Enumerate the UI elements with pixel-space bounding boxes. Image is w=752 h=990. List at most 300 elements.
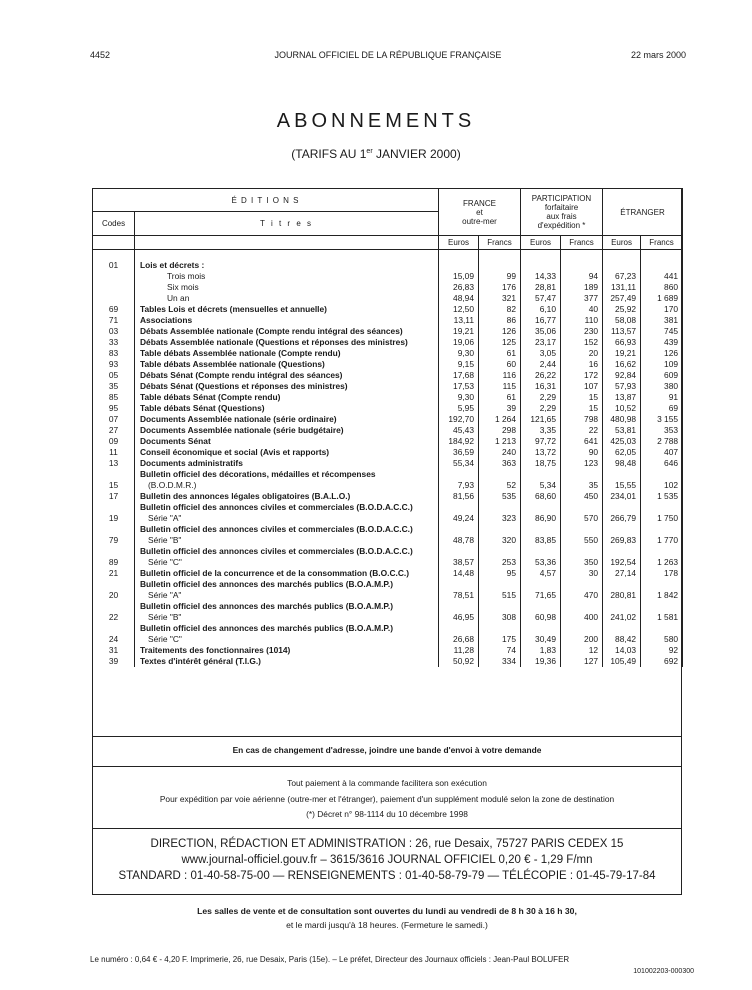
row-participation-euros: 35,06 <box>521 326 561 337</box>
row-etranger-francs: 1 581 <box>641 601 683 623</box>
table-row <box>93 293 683 304</box>
row-code: 71 <box>93 315 135 326</box>
row-france-francs: 1 213 <box>479 436 521 447</box>
row-participation-euros: 60,98 <box>521 601 561 623</box>
row-france-euros: 78,51 <box>439 579 479 601</box>
header-etranger-francs: Francs <box>641 236 683 250</box>
row-france-francs: 39 <box>479 403 521 414</box>
row-code: 03 <box>93 326 135 337</box>
row-participation-euros: 53,36 <box>521 546 561 568</box>
row-france-euros: 38,57 <box>439 546 479 568</box>
row-participation-francs: 15 <box>561 403 603 414</box>
spacer-cell <box>521 250 561 261</box>
header-etranger-euros: Euros <box>603 236 641 250</box>
row-participation-francs: 550 <box>561 524 603 546</box>
row-participation-francs: 107 <box>561 381 603 392</box>
row-code: 89 <box>93 546 135 568</box>
row-participation-euros: 3,35 <box>521 425 561 436</box>
table-row <box>93 414 683 425</box>
row-participation-francs: 110 <box>561 315 603 326</box>
row-participation-euros: 16,31 <box>521 381 561 392</box>
row-code: 85 <box>93 392 135 403</box>
table-row <box>93 491 683 502</box>
row-participation-euros: 30,49 <box>521 623 561 645</box>
row-france-euros: 12,50 <box>439 304 479 315</box>
row-participation-francs: 641 <box>561 436 603 447</box>
row-france-francs: 175 <box>479 623 521 645</box>
row-etranger-euros <box>603 260 641 271</box>
row-etranger-francs: 860 <box>641 282 683 293</box>
table-row <box>93 469 683 491</box>
table-row <box>93 425 683 436</box>
row-title-cell <box>135 436 439 447</box>
row-title-cell <box>135 315 439 326</box>
page-title: ABONNEMENTS <box>276 110 476 132</box>
header-france-francs: Francs <box>479 236 521 250</box>
row-france-francs: 308 <box>479 601 521 623</box>
row-etranger-euros: 192,54 <box>603 546 641 568</box>
row-etranger-euros: 62,05 <box>603 447 641 458</box>
row-participation-euros: 14,33 <box>521 271 561 282</box>
footer-reference: 101002203-000300 <box>633 968 694 975</box>
row-subtitle: Série "C" <box>148 557 182 567</box>
row-title: Débats Assemblée nationale (Questions et réponses des ministres) <box>140 337 408 347</box>
table-row <box>93 326 683 337</box>
table-row <box>93 370 683 381</box>
row-etranger-euros: 269,83 <box>603 524 641 546</box>
row-title-cell <box>135 381 439 392</box>
row-title-cell <box>135 623 439 645</box>
row-title: Bulletin officiel des annonces des marchés publics (B.O.A.M.P.) <box>140 601 394 611</box>
row-etranger-francs: 380 <box>641 381 683 392</box>
row-code: 20 <box>93 579 135 601</box>
row-title: Bulletin officiel des annonces civiles et commerciales (B.O.D.A.C.C.) <box>140 502 413 512</box>
row-participation-euros: 4,57 <box>521 568 561 579</box>
address-change-note: En cas de changement d'adresse, joindre une bande d'envoi à votre demande <box>232 745 542 755</box>
row-subtitle: Série "A" <box>148 513 182 523</box>
spacer-cell <box>561 250 603 261</box>
row-participation-francs: 172 <box>561 370 603 381</box>
row-title-cell <box>135 304 439 315</box>
row-title: Documents Assemblée nationale (série ordinaire) <box>140 414 337 424</box>
row-etranger-francs: 1 535 <box>641 491 683 502</box>
tariff-rows <box>93 250 683 668</box>
row-france-francs: 363 <box>479 458 521 469</box>
table-row <box>93 546 683 568</box>
row-code: 27 <box>93 425 135 436</box>
row-france-euros: 49,24 <box>439 502 479 524</box>
row-etranger-francs: 646 <box>641 458 683 469</box>
header-france-euros: Euros <box>439 236 479 250</box>
table-row <box>93 579 683 601</box>
row-participation-francs: 127 <box>561 656 603 667</box>
table-row <box>93 315 683 326</box>
row-etranger-euros: 67,23 <box>603 271 641 282</box>
row-etranger-euros: 15,55 <box>603 469 641 491</box>
spacer-cell <box>93 250 135 261</box>
row-participation-euros: 121,65 <box>521 414 561 425</box>
table-row <box>93 502 683 524</box>
row-etranger-euros: 113,57 <box>603 326 641 337</box>
row-title: Documents Sénat <box>140 436 211 446</box>
table-row <box>93 601 683 623</box>
row-france-euros: 50,92 <box>439 656 479 667</box>
header-codes-blank <box>93 236 135 250</box>
tariff-table <box>92 188 683 667</box>
row-france-euros: 26,68 <box>439 623 479 645</box>
table-row <box>93 458 683 469</box>
row-participation-euros: 18,75 <box>521 458 561 469</box>
row-title: Débats Sénat (Compte rendu intégral des séances) <box>140 370 343 380</box>
row-participation-francs: 450 <box>561 491 603 502</box>
row-title-cell <box>135 337 439 348</box>
row-title: Table débats Sénat (Questions) <box>140 403 265 413</box>
row-code <box>93 293 135 304</box>
row-etranger-francs: 170 <box>641 304 683 315</box>
row-etranger-francs: 1 842 <box>641 579 683 601</box>
row-title: Bulletin officiel des décorations, médailles et récompenses <box>140 469 376 479</box>
row-code <box>93 282 135 293</box>
row-france-francs: 240 <box>479 447 521 458</box>
divider <box>92 736 682 737</box>
table-row <box>93 645 683 656</box>
row-etranger-euros: 257,49 <box>603 293 641 304</box>
row-participation-francs: 189 <box>561 282 603 293</box>
row-etranger-francs: 2 788 <box>641 436 683 447</box>
row-etranger-euros: 280,81 <box>603 579 641 601</box>
row-france-francs: 74 <box>479 645 521 656</box>
row-participation-francs: 230 <box>561 326 603 337</box>
row-title-cell <box>135 645 439 656</box>
direction-address: DIRECTION, RÉDACTION ET ADMINISTRATION : 26, rue Desaix, 75727 PARIS CEDEX 15 <box>150 838 624 850</box>
header-editions: É D I T I O N S <box>93 189 439 212</box>
header-titres-blank <box>135 236 439 250</box>
row-france-euros: 19,21 <box>439 326 479 337</box>
spacer-row <box>93 250 683 261</box>
row-participation-francs: 16 <box>561 359 603 370</box>
header-etranger: ÉTRANGER <box>603 189 683 236</box>
row-etranger-euros: 92,84 <box>603 370 641 381</box>
row-etranger-francs: 609 <box>641 370 683 381</box>
spacer-cell <box>135 250 439 261</box>
row-title: Table débats Sénat (Compte rendu) <box>140 392 281 402</box>
divider <box>92 828 682 829</box>
row-france-francs: 298 <box>479 425 521 436</box>
row-france-francs: 115 <box>479 381 521 392</box>
row-title-cell <box>135 546 439 568</box>
row-france-euros: 15,09 <box>439 271 479 282</box>
row-france-euros: 11,28 <box>439 645 479 656</box>
row-etranger-euros: 57,93 <box>603 381 641 392</box>
row-code: 39 <box>93 656 135 667</box>
row-france-euros: 9,30 <box>439 348 479 359</box>
row-title-cell <box>135 392 439 403</box>
phone-line: STANDARD : 01-40-58-75-00 — RENSEIGNEMENTS : 01-40-58-79-79 — TÉLÉCOPIE : 01-45-79-17-84 <box>118 870 656 882</box>
row-code: 83 <box>93 348 135 359</box>
table-row <box>93 337 683 348</box>
row-participation-euros: 6,10 <box>521 304 561 315</box>
row-etranger-francs: 381 <box>641 315 683 326</box>
row-participation-francs: 798 <box>561 414 603 425</box>
row-etranger-euros: 98,48 <box>603 458 641 469</box>
row-title-cell <box>135 326 439 337</box>
row-code: 33 <box>93 337 135 348</box>
row-participation-euros: 23,17 <box>521 337 561 348</box>
website-line: www.journal-officiel.gouv.fr – 3615/3616 JOURNAL OFFICIEL 0,20 € - 1,29 F/mn <box>181 854 593 866</box>
divider <box>92 766 682 767</box>
row-title-cell <box>135 568 439 579</box>
table-row <box>93 436 683 447</box>
row-participation-euros: 16,77 <box>521 315 561 326</box>
row-etranger-euros: 105,49 <box>603 656 641 667</box>
row-participation-francs: 35 <box>561 469 603 491</box>
row-etranger-euros: 131,11 <box>603 282 641 293</box>
row-title-cell <box>135 425 439 436</box>
row-france-francs <box>479 260 521 271</box>
row-title-cell <box>135 656 439 667</box>
table-row <box>93 282 683 293</box>
row-etranger-francs: 407 <box>641 447 683 458</box>
row-etranger-francs: 441 <box>641 271 683 282</box>
row-france-francs: 60 <box>479 359 521 370</box>
row-etranger-francs: 109 <box>641 359 683 370</box>
row-france-euros: 48,94 <box>439 293 479 304</box>
row-france-francs: 334 <box>479 656 521 667</box>
row-france-euros: 17,53 <box>439 381 479 392</box>
row-participation-francs: 400 <box>561 601 603 623</box>
row-code: 69 <box>93 304 135 315</box>
row-participation-francs: 20 <box>561 348 603 359</box>
footer-text: Le numéro : 0,64 € - 4,20 F. Imprimerie, 26, rue Desaix, Paris (15e). – Le préfet, Directeur des Journaux officiels : Jean-Paul BOLUFER <box>90 955 570 964</box>
row-title: Documents administratifs <box>140 458 243 468</box>
row-participation-euros: 26,22 <box>521 370 561 381</box>
row-title: Bulletin des annonces légales obligatoires (B.A.L.O.) <box>140 491 351 501</box>
row-france-euros <box>439 260 479 271</box>
row-etranger-euros: 25,92 <box>603 304 641 315</box>
row-etranger-euros: 241,02 <box>603 601 641 623</box>
row-france-euros: 45,43 <box>439 425 479 436</box>
row-code: 13 <box>93 458 135 469</box>
row-france-euros: 36,59 <box>439 447 479 458</box>
row-france-francs: 86 <box>479 315 521 326</box>
header-participation-euros: Euros <box>521 236 561 250</box>
row-etranger-francs: 439 <box>641 337 683 348</box>
row-etranger-francs: 1 263 <box>641 546 683 568</box>
row-participation-euros: 2,44 <box>521 359 561 370</box>
row-etranger-euros: 53,81 <box>603 425 641 436</box>
row-subtitle: Série "B" <box>148 612 182 622</box>
table-row <box>93 656 683 667</box>
row-participation-francs: 152 <box>561 337 603 348</box>
row-code: 31 <box>93 645 135 656</box>
row-title-cell <box>135 458 439 469</box>
row-france-francs: 125 <box>479 337 521 348</box>
row-france-euros: 9,15 <box>439 359 479 370</box>
row-etranger-francs: 580 <box>641 623 683 645</box>
row-participation-francs: 30 <box>561 568 603 579</box>
row-title-cell <box>135 469 439 491</box>
row-subtitle: Série "C" <box>148 634 182 644</box>
row-title-cell <box>135 491 439 502</box>
sales-saturday: et le mardi jusqu'à 18 heures. (Fermeture le samedi.) <box>286 920 488 930</box>
row-etranger-euros: 425,03 <box>603 436 641 447</box>
row-participation-euros: 1,83 <box>521 645 561 656</box>
row-code: 17 <box>93 491 135 502</box>
row-code: 07 <box>93 414 135 425</box>
row-france-francs: 95 <box>479 568 521 579</box>
table-row <box>93 359 683 370</box>
row-etranger-euros: 19,21 <box>603 348 641 359</box>
row-participation-euros: 71,65 <box>521 579 561 601</box>
row-etranger-francs: 126 <box>641 348 683 359</box>
row-france-francs: 323 <box>479 502 521 524</box>
row-etranger-francs <box>641 260 683 271</box>
row-title: Conseil économique et social (Avis et rapports) <box>140 447 330 457</box>
row-participation-euros: 2,29 <box>521 403 561 414</box>
row-participation-euros <box>521 260 561 271</box>
row-participation-francs: 123 <box>561 458 603 469</box>
row-participation-francs: 350 <box>561 546 603 568</box>
row-title: Textes d'intérêt général (T.I.G.) <box>140 656 261 666</box>
row-title-cell <box>135 414 439 425</box>
row-participation-francs: 90 <box>561 447 603 458</box>
row-participation-francs: 200 <box>561 623 603 645</box>
row-participation-euros: 19,36 <box>521 656 561 667</box>
row-code: 19 <box>93 502 135 524</box>
row-participation-francs: 40 <box>561 304 603 315</box>
row-code: 09 <box>93 436 135 447</box>
row-france-euros: 55,34 <box>439 458 479 469</box>
row-code: 35 <box>93 381 135 392</box>
row-code: 95 <box>93 403 135 414</box>
row-participation-francs: 94 <box>561 271 603 282</box>
row-participation-euros: 2,29 <box>521 392 561 403</box>
payment-note: Tout paiement à la commande facilitera son exécution <box>287 778 487 788</box>
row-title: Tables Lois et décrets (mensuelles et annuelle) <box>140 304 327 314</box>
row-etranger-francs: 92 <box>641 645 683 656</box>
row-participation-euros: 13,72 <box>521 447 561 458</box>
row-code: 15 <box>93 469 135 491</box>
issue-date: 22 mars 2000 <box>630 50 686 60</box>
row-participation-francs: 22 <box>561 425 603 436</box>
row-title-cell <box>135 601 439 623</box>
row-etranger-francs: 1 750 <box>641 502 683 524</box>
page-number: 4452 <box>90 50 111 60</box>
row-title-cell <box>135 502 439 524</box>
row-france-francs: 320 <box>479 524 521 546</box>
header-participation: PARTICIPATION forfaitaire aux frais d'expédition * <box>521 189 603 236</box>
row-france-euros: 19,06 <box>439 337 479 348</box>
row-participation-francs: 15 <box>561 392 603 403</box>
row-france-francs: 52 <box>479 469 521 491</box>
row-participation-euros: 28,81 <box>521 282 561 293</box>
row-participation-euros: 83,85 <box>521 524 561 546</box>
page-header <box>90 50 686 64</box>
row-participation-euros: 3,05 <box>521 348 561 359</box>
row-participation-francs <box>561 260 603 271</box>
row-france-francs: 176 <box>479 282 521 293</box>
row-participation-euros: 57,47 <box>521 293 561 304</box>
divider <box>92 894 682 895</box>
row-title: Trois mois <box>167 271 206 281</box>
row-title-cell <box>135 579 439 601</box>
table-row <box>93 260 683 271</box>
row-title: Bulletin officiel des annonces civiles et commerciales (B.O.D.A.C.C.) <box>140 546 413 556</box>
row-code: 21 <box>93 568 135 579</box>
row-france-euros: 9,30 <box>439 392 479 403</box>
row-france-francs: 126 <box>479 326 521 337</box>
row-france-francs: 116 <box>479 370 521 381</box>
row-title-cell <box>135 370 439 381</box>
table-row <box>93 403 683 414</box>
table-row <box>93 568 683 579</box>
row-title: Bulletin officiel des annonces des marchés publics (B.O.A.M.P.) <box>140 623 394 633</box>
header-france: FRANCE et outre-mer <box>439 189 521 236</box>
row-france-euros: 81,56 <box>439 491 479 502</box>
row-title-cell <box>135 282 439 293</box>
row-title: Six mois <box>167 282 199 292</box>
row-title-cell <box>135 293 439 304</box>
table-row <box>93 348 683 359</box>
row-code <box>93 271 135 282</box>
row-france-francs: 99 <box>479 271 521 282</box>
table-row <box>93 447 683 458</box>
row-title: Un an <box>167 293 190 303</box>
row-etranger-euros: 16,62 <box>603 359 641 370</box>
row-etranger-euros: 14,03 <box>603 645 641 656</box>
row-france-francs: 253 <box>479 546 521 568</box>
row-title: Traitements des fonctionnaires (1014) <box>140 645 291 655</box>
row-etranger-francs: 1 770 <box>641 524 683 546</box>
row-title-cell <box>135 260 439 271</box>
row-subtitle: Série "A" <box>148 590 182 600</box>
row-code: 05 <box>93 370 135 381</box>
header-titres: T i t r e s <box>135 212 439 236</box>
decree-note: (*) Décret n° 98-1114 du 10 décembre 1998 <box>306 809 468 819</box>
spacer-cell <box>603 250 641 261</box>
row-etranger-francs: 1 689 <box>641 293 683 304</box>
row-france-euros: 46,95 <box>439 601 479 623</box>
row-subtitle: (B.O.D.M.R.) <box>148 480 197 490</box>
row-france-euros: 17,68 <box>439 370 479 381</box>
row-title: Table débats Assemblée nationale (Questions) <box>140 359 325 369</box>
row-etranger-francs: 3 155 <box>641 414 683 425</box>
row-france-francs: 82 <box>479 304 521 315</box>
page-subtitle: (TARIFS AU 1er JANVIER 2000) <box>291 147 461 161</box>
table-row <box>93 623 683 645</box>
spacer-cell <box>641 250 683 261</box>
row-title: Table débats Assemblée nationale (Compte rendu) <box>140 348 341 358</box>
row-title-cell <box>135 524 439 546</box>
row-france-francs: 535 <box>479 491 521 502</box>
row-etranger-euros: 27,14 <box>603 568 641 579</box>
row-title: Associations <box>140 315 193 325</box>
table-row <box>93 392 683 403</box>
row-france-euros: 184,92 <box>439 436 479 447</box>
row-code: 79 <box>93 524 135 546</box>
row-france-francs: 321 <box>479 293 521 304</box>
row-etranger-euros: 480,98 <box>603 414 641 425</box>
row-etranger-francs: 69 <box>641 403 683 414</box>
row-france-euros: 48,78 <box>439 524 479 546</box>
row-france-francs: 1 264 <box>479 414 521 425</box>
row-france-euros: 14,48 <box>439 568 479 579</box>
row-participation-euros: 86,90 <box>521 502 561 524</box>
row-france-euros: 26,83 <box>439 282 479 293</box>
row-france-francs: 61 <box>479 348 521 359</box>
journal-title: JOURNAL OFFICIEL DE LA RÉPUBLIQUE FRANÇAISE <box>274 50 502 60</box>
header-participation-francs: Francs <box>561 236 603 250</box>
